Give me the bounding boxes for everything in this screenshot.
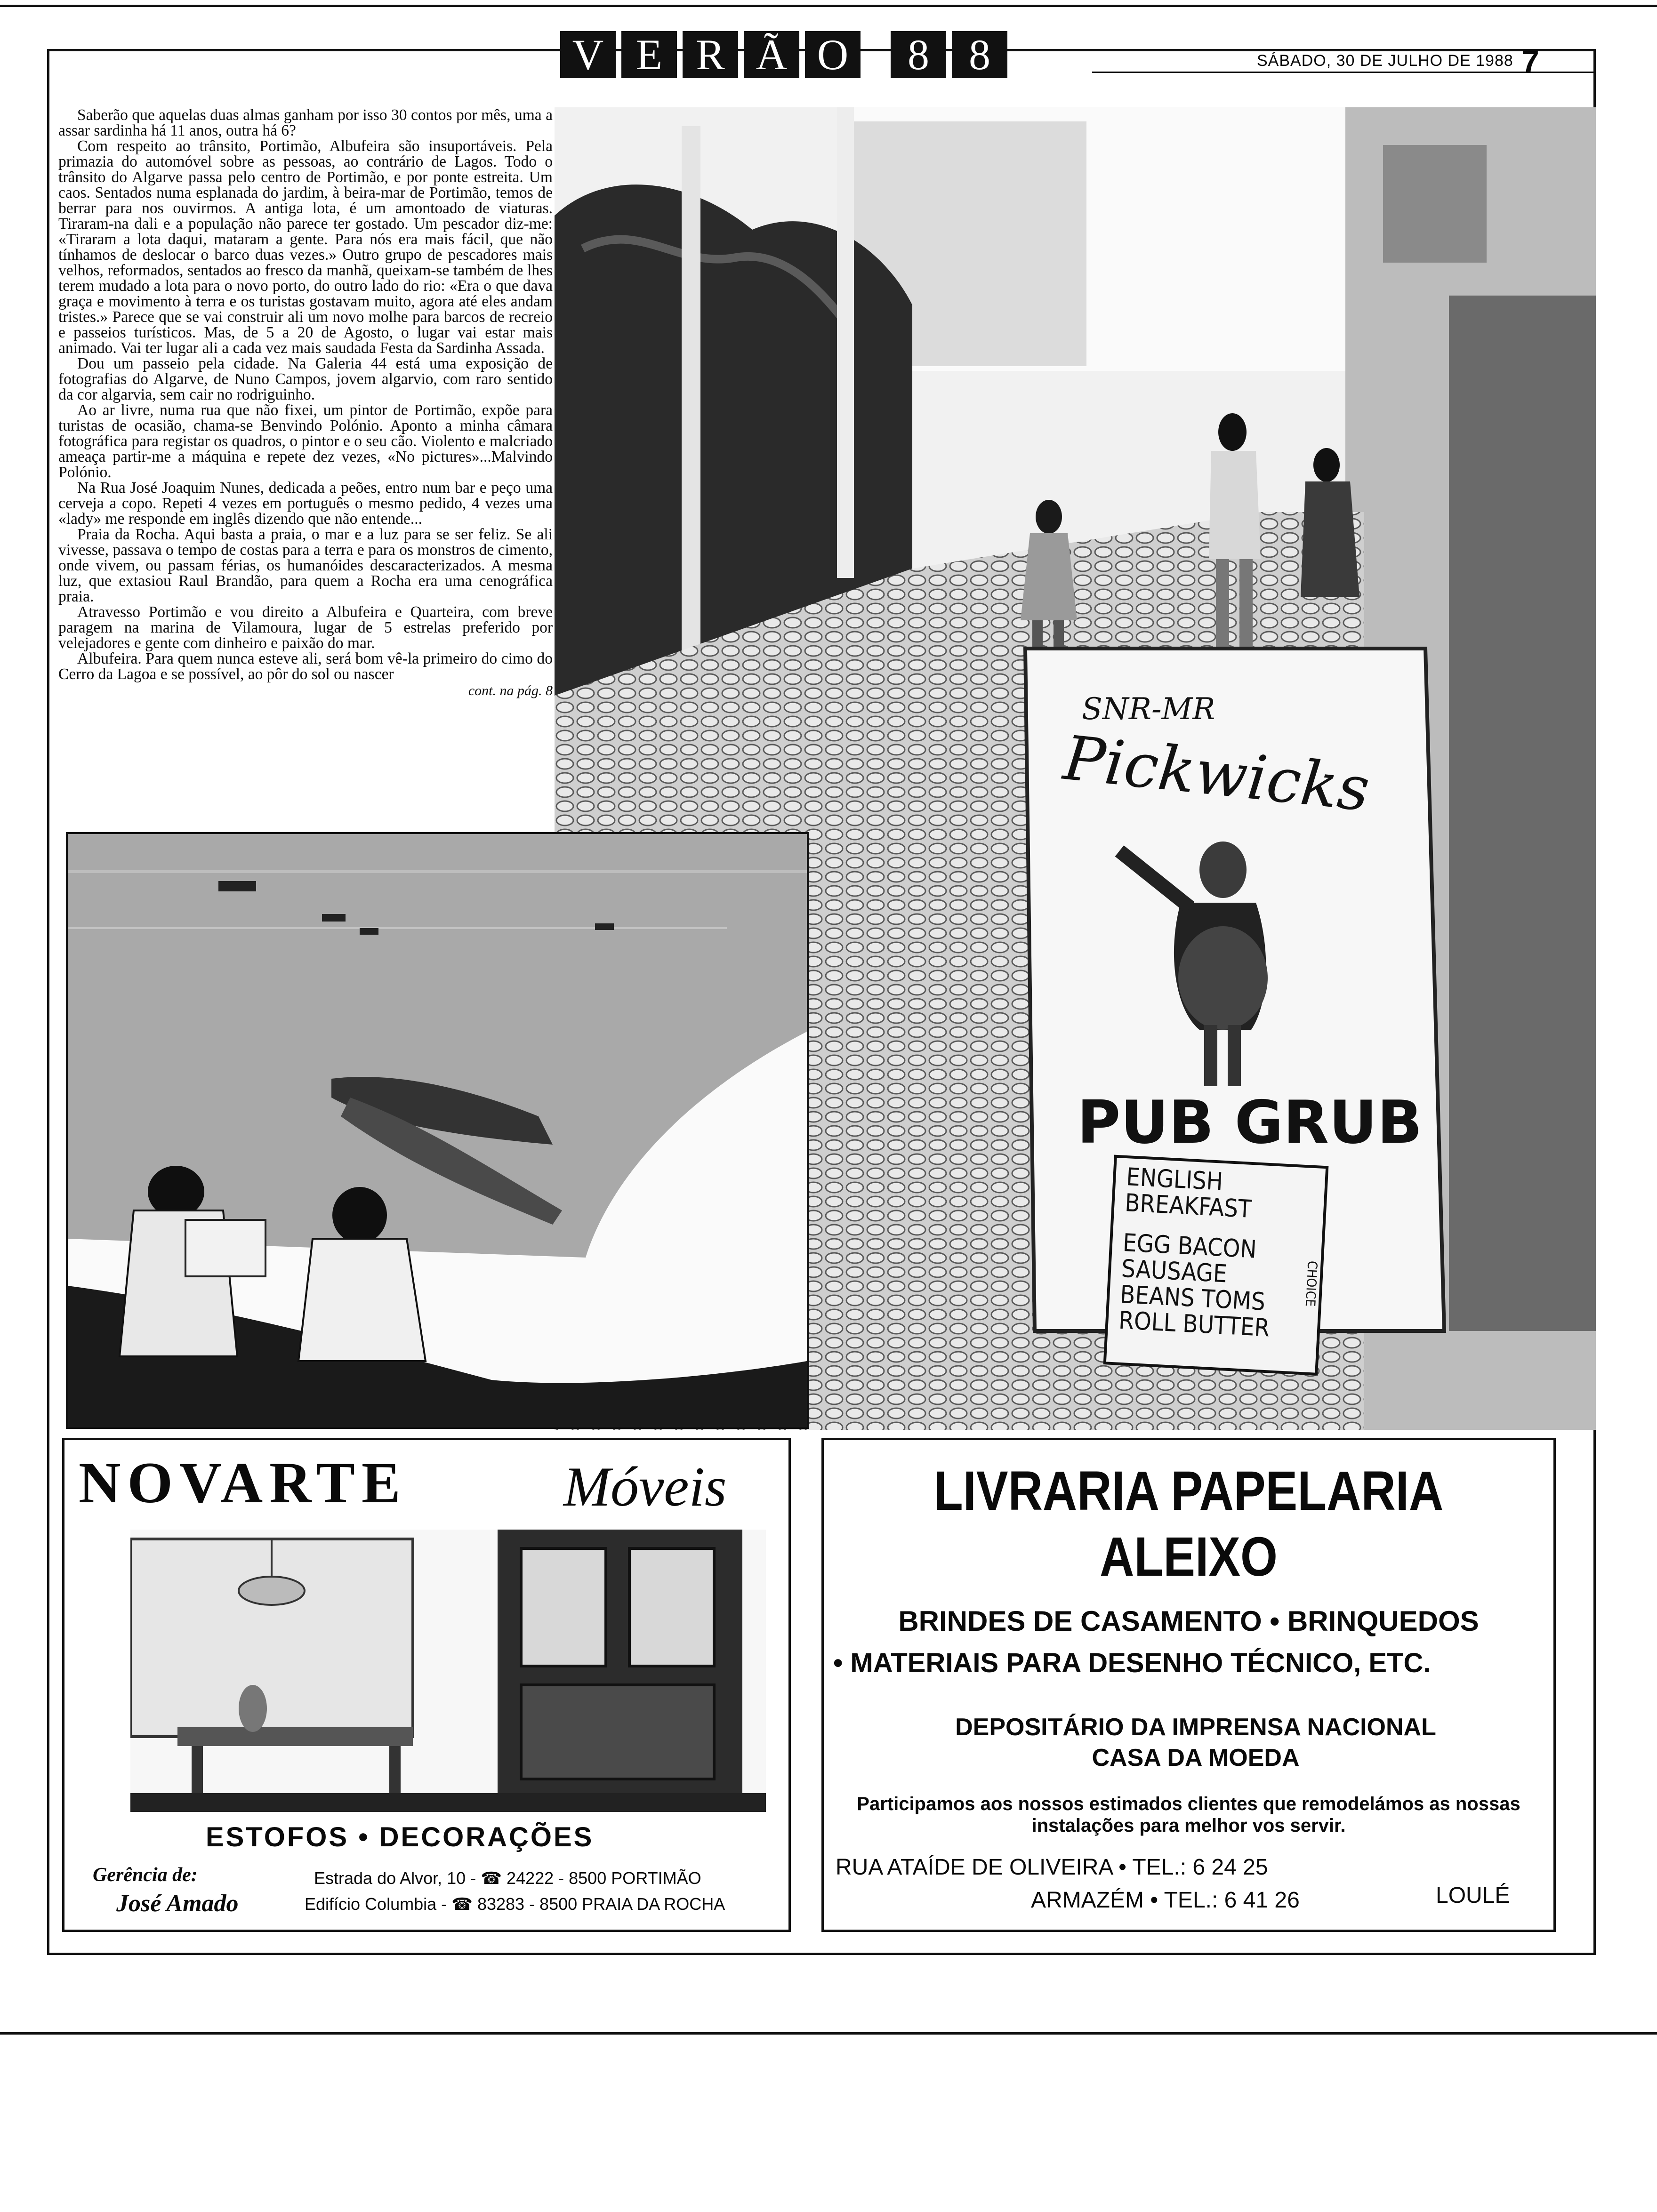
beach-photo-drawing [68, 834, 807, 1427]
advert-title-name: ALEIXO [1100, 1526, 1278, 1588]
section-letter: 8 [891, 31, 946, 78]
header-rule [1092, 72, 1596, 73]
section-letter: Ã [744, 31, 799, 78]
article-column [58, 107, 553, 698]
menu-line: BEANS TOMS [1119, 1280, 1266, 1316]
menu-line: ROLL BUTTER [1118, 1306, 1271, 1343]
advert-town: LOULÉ [1436, 1883, 1510, 1908]
menu-line: SAUSAGE [1120, 1254, 1228, 1289]
section-letter: R [683, 31, 738, 78]
menu-line: ENGLISH [1125, 1163, 1224, 1196]
manager-label: Gerência de: [93, 1864, 198, 1886]
pickwick-figure [1199, 842, 1247, 898]
continuation-note: cont. na pág. 8 [468, 683, 553, 698]
sign-pub-text: PUB GRUB [1077, 1088, 1423, 1157]
advert-title: LIVRARIA PAPELARIA [933, 1460, 1444, 1522]
advert-warehouse: ARMAZÉM • TEL.: 6 41 26 [1031, 1888, 1300, 1913]
section-letter: V [560, 31, 616, 78]
bottom-rule [0, 2032, 1657, 2035]
advert-notice: Participamos aos nossos estimados clientes que remodelámos as nossas instalações para melhor vos servir. [857, 1794, 1520, 1836]
issue-date: SÁBADO, 30 DE JULHO DE 1988 [1257, 52, 1513, 70]
article-paragraph: Na Rua José Joaquim Nunes, dedicada a peões, entro num bar e peço uma cerveja a copo. Repeti 4 vezes em português o mesmo pedido, 4 vezes uma «lady» me responde em inglês dizendo que não entende... [58, 479, 553, 528]
address-portimao: Estrada do Alvor, 10 - ☎ 24222 - 8500 PORTIMÃO [314, 1868, 701, 1888]
menu-side-text: CHOICE [1302, 1260, 1320, 1307]
manager-name: José Amado [116, 1890, 239, 1917]
section-letter: E [621, 31, 677, 78]
furniture-image [130, 1530, 766, 1812]
advert-products-line: • MATERIAIS PARA DESENHO TÉCNICO, ETC. [833, 1648, 1431, 1678]
section-title-band [560, 31, 1089, 78]
article-paragraph: Ao ar livre, numa rua que não fixei, um pintor de Portimão, expõe para turistas de ocasião, chama-se Benvindo Polónio. Aponto a minha câmara fotográfica para registar os quadros, o pintor e o seu cão. Violento e malcriado ameaça partir-me a máquina e repete dez vezes, «No pictures»...Malvindo Polónio. [58, 401, 553, 481]
advert-novarte [62, 1438, 791, 1932]
advert-brand: NOVARTE [79, 1451, 407, 1515]
article-paragraph: Com respeito ao trânsito, Portimão, Albufeira são insuportáveis. Pela primazia do automóvel sobre as pessoas, ao contrário de Lagos. Todo o trânsito do Algarve passa pelo centro de Portimão, e por ponte estreita. Um caos. Sentados numa esplanada do jardim, à beira-mar de Portimão, temos de berrar para nos ouvirmos. A antiga lota, é um amontoado de viaturas. Tiraram-na dali e a população não parece ter gostado. Um pescador diz-me: «Tiraram a lota daqui, mataram a gente. Para nós era mais fácil, que não tínhamos de deslocar o barco duas vezes.» Outro grupo de pescadores mais velhos, reformados, sentados ao fresco da manhã, queixam-se também de lhes terem mudado a lota para o novo porto, do outro lado do rio: «Era o que dava graça e movimento à terra e os turistas gostavam muito, agora até eles andam tristes.» Parece que se vai construir ali um novo molhe para barcos de recreio e passeios turísticos. Mas, de 5 a 20 de Agosto, o lugar vai estar mais animado. Vai ter lugar ali a cada vez mais saudada Festa da Sardinha Assada. [58, 137, 553, 357]
address-praia-da-rocha: Edifício Columbia - ☎ 83283 - 8500 PRAIA DA ROCHA [305, 1894, 725, 1914]
menu-line: EGG BACON [1122, 1228, 1257, 1264]
advert-depot-line: DEPOSITÁRIO DA IMPRENSA NACIONAL [955, 1714, 1436, 1741]
advert-livraria-aleixo [821, 1438, 1556, 1932]
article-paragraph: Praia da Rocha. Aqui basta a praia, o mar e a luz para se ser feliz. Se ali vivesse, passava o tempo de costas para a terra e para os monstros de cimento, onde vivem, ou passam férias, os humanóides descaracterizados. A mesma luz, que extasiou Raul Brandão, para quem a Rocha era uma cenográfica praia. [58, 526, 553, 605]
article-paragraph: Saberão que aquelas duas almas ganham por isso 30 contos por mês, uma a assar sardinha há 11 anos, outra há 6? [58, 106, 553, 139]
advert-brand-script: Móveis [563, 1455, 727, 1518]
top-rule [0, 5, 1657, 7]
sign-name-text: Pickwicks [1060, 721, 1373, 825]
advert-address: RUA ATAÍDE DE OLIVEIRA • TEL.: 6 24 25 [836, 1855, 1268, 1880]
advert-depot-line: CASA DA MOEDA [1092, 1744, 1300, 1771]
sign-top-text: SNR-MR [1082, 692, 1215, 727]
advert-tagline: ESTOFOS • DECORAÇÕES [206, 1822, 594, 1852]
article-paragraph: Atravesso Portimão e vou direito a Albufeira e Quarteira, com breve paragem na marina de Vilamoura, lugar de 5 estrelas preferido por velejadores e gente com dinheiro e paixão do mar. [58, 603, 553, 652]
beach-photo [66, 832, 809, 1429]
article-paragraph: Albufeira. Para quem nunca esteve ali, será bom vê-la primeiro do cimo do Cerro da Lagoa e se possível, ao pôr do sol ou nascer [58, 650, 553, 683]
menu-line: BREAKFAST [1124, 1189, 1253, 1224]
page-number: 7 [1521, 44, 1539, 80]
section-letter: O [805, 31, 861, 78]
section-letter: 8 [952, 31, 1007, 78]
article-paragraph: Dou um passeio pela cidade. Na Galeria 44 está uma exposição de fotografias do Algarve, de Nuno Campos, jovem algarvio, com raro sentido da cor algarvia, sem cair no rodriguinho. [58, 355, 553, 403]
advert-products-line: BRINDES DE CASAMENTO • BRINQUEDOS [898, 1605, 1479, 1637]
